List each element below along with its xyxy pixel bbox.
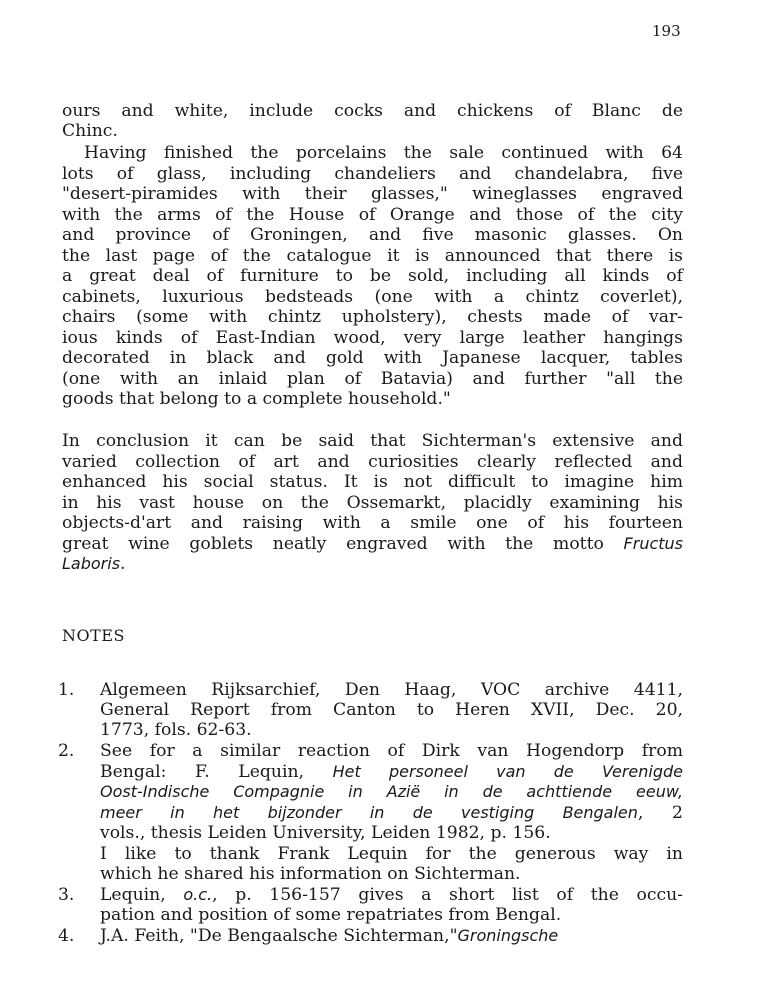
book-title-italic: meer in het bijzonder in de vestiging Bengalen [100, 803, 638, 822]
text-line: goods that belong to a complete household." [62, 389, 451, 409]
book-title-italic: Oost-Indische Compagnie in Azië in de achttiende eeuw, [100, 782, 683, 801]
notes-heading: NOTES [62, 626, 125, 645]
journal-title-italic: Groningsche [457, 926, 559, 945]
note-line [100, 782, 683, 802]
note-number: 2. [58, 741, 75, 761]
text-span: . [120, 554, 126, 574]
text-line: Chinc. [62, 121, 118, 141]
text-line: ours and white, include cocks and chickens of Blanc de [62, 101, 683, 121]
text-line: decorated in black and gold with Japanese lacquer, tables [62, 348, 683, 368]
text-line: objects-d'art and raising with a smile one of his fourteen [62, 513, 683, 533]
text-line: the last page of the catalogue it is announced that there is [62, 246, 683, 266]
note-line: vols., thesis Leiden University, Leiden 1982, p. 156. [100, 823, 551, 843]
note-line: See for a similar reaction of Dirk van Hogendorp from [100, 741, 683, 761]
text-line: cabinets, luxurious bedsteads (one with a chintz coverlet), [62, 287, 683, 307]
note-number: 1. [58, 680, 75, 700]
text-span: great wine goblets neatly engraved with the motto [62, 534, 604, 554]
text-line: lots of glass, including chandeliers and chandelabra, five [62, 164, 683, 184]
text-span: , p. 156-157 gives a short list of the occu- [212, 885, 683, 905]
text-span: J.A. Feith, "De Bengaalsche Sichterman," [100, 926, 458, 946]
text-line: (one with an inlaid plan of Batavia) and further "all the [62, 369, 683, 389]
text-span: Bengal: F. Lequin, [100, 762, 304, 782]
text-line: In conclusion it can be said that Sichterman's extensive and [62, 431, 683, 451]
text-line: in his vast house on the Ossemarkt, placidly examining his [62, 493, 683, 513]
text-line: a great deal of furniture to be sold, including all kinds of [62, 266, 683, 286]
note-line: pation and position of some repatriates from Bengal. [100, 905, 562, 925]
note-line [100, 762, 683, 782]
note-line [100, 803, 683, 823]
text-line: chairs (some with chintz upholstery), chests made of var- [62, 307, 683, 327]
note-line [100, 926, 683, 946]
text-line: and province of Groningen, and five masonic glasses. On [62, 225, 683, 245]
page-number: 193 [652, 22, 681, 40]
note-line: Algemeen Rijksarchief, Den Haag, VOC archive 4411, [100, 680, 683, 700]
text-line: "desert-piramides with their glasses," wineglasses engraved [62, 184, 683, 204]
note-number: 3. [58, 885, 75, 905]
note-line: which he shared his information on Sichterman. [100, 864, 521, 884]
opere-citato-italic: o.c. [183, 885, 213, 904]
text-line: Having finished the porcelains the sale continued with 64 [84, 143, 683, 163]
text-line: ious kinds of East-Indian wood, very large leather hangings [62, 328, 683, 348]
motto-italic: Fructus [623, 534, 683, 553]
text-span: Lequin, [100, 885, 166, 905]
text-line [62, 534, 683, 554]
note-line: 1773, fols. 62-63. [100, 720, 252, 740]
note-line: I like to thank Frank Lequin for the generous way in [100, 844, 683, 864]
motto-italic: Laboris [62, 554, 121, 573]
text-line: with the arms of the House of Orange and those of the city [62, 205, 683, 225]
note-line: General Report from Canton to Heren XVII, Dec. 20, [100, 700, 683, 720]
note-number: 4. [58, 926, 75, 946]
text-line [62, 554, 683, 574]
note-line [100, 885, 683, 905]
text-line: enhanced his social status. It is not difficult to imagine him [62, 472, 683, 492]
text-line: varied collection of art and curiosities clearly reflected and [62, 452, 683, 472]
book-title-italic: Het personeel van de Verenigde [332, 762, 684, 781]
text-span: , 2 [637, 803, 683, 823]
